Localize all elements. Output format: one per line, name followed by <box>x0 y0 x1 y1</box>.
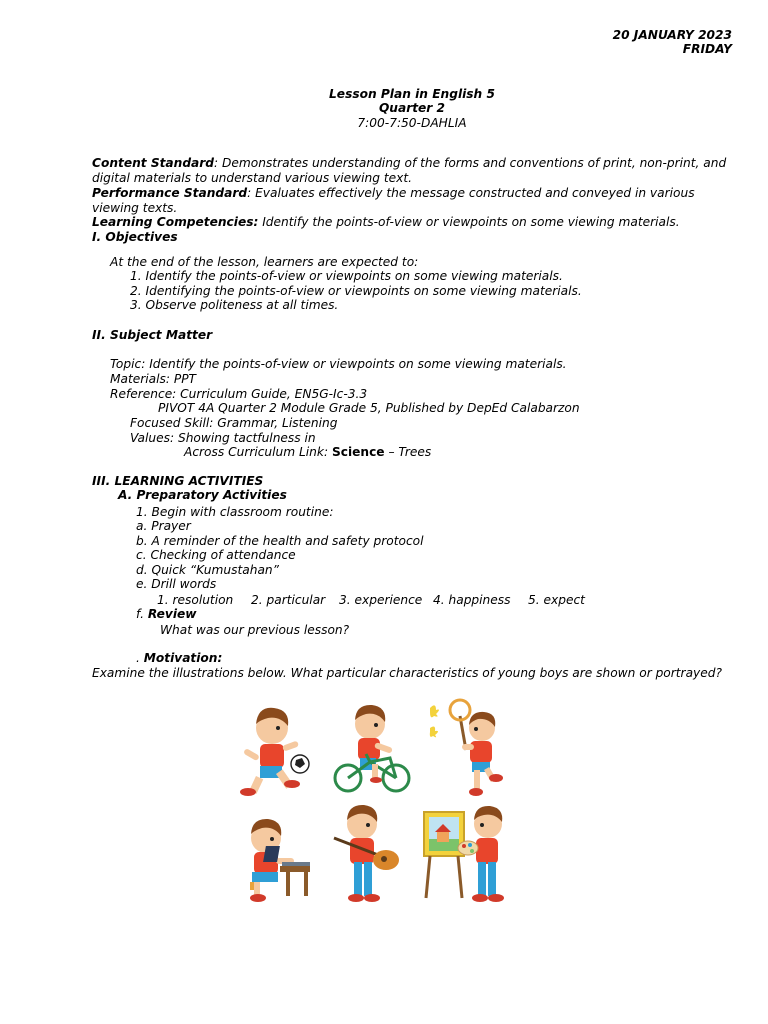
performance-standard-text: : Evaluates effectively the message constructed and conveyed in various viewing texts. <box>92 186 695 215</box>
performance-standard-label: Performance Standard <box>92 186 248 200</box>
content-standard-text: : Demonstrates understanding of the forms and conventions of print, non-print, and digital materials to understand various viewing text. <box>92 156 727 185</box>
objective-item: 2. Identifying the points-of-view or viewpoints on some viewing materials. <box>130 284 582 298</box>
curriculum-link-suffix: – Trees <box>384 445 432 459</box>
day: FRIDAY <box>682 42 732 56</box>
routine-item: e. Drill words <box>136 577 217 591</box>
curriculum-link-prefix: Across Curriculum Link: <box>184 445 332 459</box>
objective-item: 3. Observe politeness at all times. <box>130 298 339 312</box>
curriculum-link <box>184 445 431 459</box>
reference-pivot: PIVOT 4A Quarter 2 Module Grade 5, Published by DepEd Calabarzon <box>158 401 580 415</box>
activities-heading: III. LEARNING ACTIVITIES <box>92 474 264 488</box>
reference: Reference: Curriculum Guide, EN5G-Ic-3.3 <box>110 387 368 401</box>
quarter: Quarter 2 <box>378 101 446 115</box>
date: 20 JANUARY 2023 <box>612 28 732 42</box>
competency-label: Learning Competencies: <box>92 215 259 229</box>
competency-text: Identify the points-of-view or viewpoints on some viewing materials. <box>258 215 680 229</box>
motivation-line <box>136 651 222 665</box>
learning-competencies <box>92 215 742 230</box>
schedule: 7:00-7:50-DAHLIA <box>357 116 467 130</box>
values: Values: Showing tactfulness in <box>130 431 316 445</box>
boys-illustration <box>230 698 514 912</box>
lesson-title: Lesson Plan in English 5 <box>329 87 495 101</box>
objective-item: 1. Identify the points-of-view or viewpoints on some viewing materials. <box>130 269 563 283</box>
preparatory-heading: A. Preparatory Activities <box>118 488 287 502</box>
drill-word: 4. happiness <box>433 593 511 607</box>
performance-standard <box>92 186 742 216</box>
routine-item: c. Checking of attendance <box>136 548 296 562</box>
drill-word: 1. resolution <box>157 593 234 607</box>
drill-word: 2. particular <box>251 593 326 607</box>
drill-word: 5. expect <box>528 593 585 607</box>
motivation-prefix: . <box>136 651 144 665</box>
motivation-text: Examine the illustrations below. What particular characteristics of young boys are shown or portrayed? <box>92 666 722 680</box>
review-question: What was our previous lesson? <box>160 623 350 637</box>
focused-skill: Focused Skill: Grammar, Listening <box>130 416 338 430</box>
routine-item: a. Prayer <box>136 519 191 533</box>
objectives-intro: At the end of the lesson, learners are expected to: <box>110 255 419 269</box>
motivation-label: Motivation: <box>143 651 223 665</box>
content-standard-label: Content Standard <box>92 156 215 170</box>
curriculum-link-subject: Science <box>331 445 385 459</box>
review-line <box>136 607 197 621</box>
materials: Materials: PPT <box>110 372 196 386</box>
subject-matter-heading: II. Subject Matter <box>92 328 213 342</box>
routine-item: b. A reminder of the health and safety protocol <box>136 534 424 548</box>
review-label: Review <box>147 607 197 621</box>
drill-word: 3. experience <box>339 593 423 607</box>
objectives-heading: I. Objectives <box>92 230 178 244</box>
review-prefix: f. <box>136 607 148 621</box>
routine-item: d. Quick “Kumustahan” <box>136 563 279 577</box>
topic: Topic: Identify the points-of-view or viewpoints on some viewing materials. <box>110 357 567 371</box>
routine-item: 1. Begin with classroom routine: <box>136 505 334 519</box>
content-standard <box>92 156 742 186</box>
